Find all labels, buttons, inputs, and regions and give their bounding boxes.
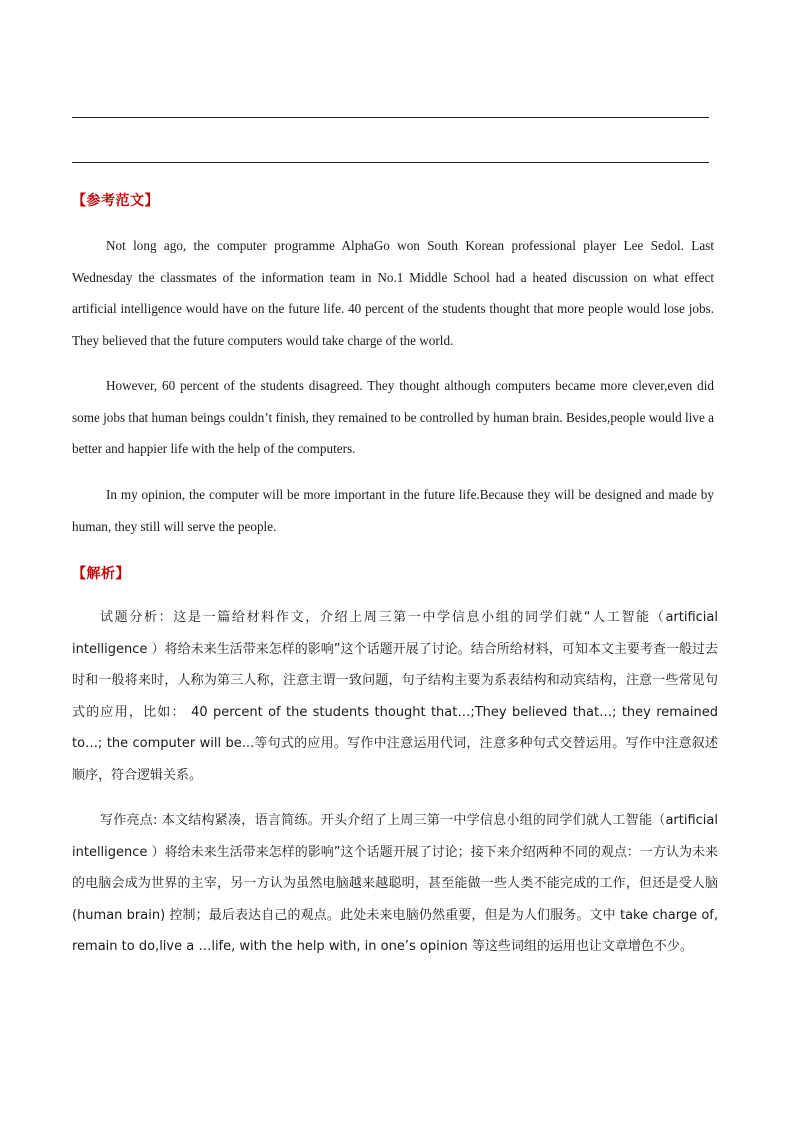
essay-paragraph-1: Not long ago, the computer programme AlphaGo won South Korean professional player Lee Sedol. Last Wednesday the classmates of the information team in No.1 Middle School had a heated discussion on what effect artificial intelligence would have on the future life. 40 percent of the students thought that more people would lose jobs. They believed that the future computers would take charge of the world.	[72, 238, 714, 348]
analysis-paragraph-1: 试题分析：这是一篇给材料作文，介绍上周三第一中学信息小组的同学们就“人工智能（artificial intelligence ）将给未来生活带来怎样的影响”这个话题开展了讨论。结合所给材料，可知本文主要考查一般过去时和一般将来时，人称为第三人称，注意主谓一致问题，句子结构主要为系表结构和动宾结构，注意一些常见句式的应用，比如： 40 percent of the students thought that…;They believed that…; they remained to…; the computer will be...等句式的应用。写作中注意运用代词，注意多种句式交替运用。写作中注意叙述顺序，符合逻辑关系。	[72, 610, 718, 783]
essay-paragraph-3: In my opinion, the computer will be more important in the future life.Because they will be designed and made by human, they still will serve the people.	[72, 487, 714, 534]
reference-essay-heading: 【参考范文】	[72, 193, 159, 209]
analysis-paragraph-2: 写作亮点: 本文结构紧凑，语言简练。开头介绍了上周三第一中学信息小组的同学们就人工智能（artificial intelligence ）将给未来生活带来怎样的影响”这个话题开展了讨论；接下来介绍两种不同的观点：一方认为未来的电脑会成为世界的主宰，另一方认为虽然电脑越来越聪明，甚至能做一些人类不能完成的工作，但还是受人脑 (human brain) 控制；最后表达自己的观点。此处未来电脑仍然重要，但是为人们服务。文中 take charge of, remain to do,live a …life, with the help with, in one’s opinion 等这些词组的运用也让文章增色不少。	[72, 813, 718, 954]
analysis-heading: 【解析】	[72, 566, 130, 582]
answer-line-1	[72, 117, 709, 118]
essay-paragraph-2: However, 60 percent of the students disagreed. They thought although computers became more clever,even did some jobs that human beings couldn’t finish, they remained to be controlled by human brain. Besides,people would live a better and happier life with the help of the computers.	[72, 378, 714, 456]
answer-line-2	[72, 162, 709, 163]
